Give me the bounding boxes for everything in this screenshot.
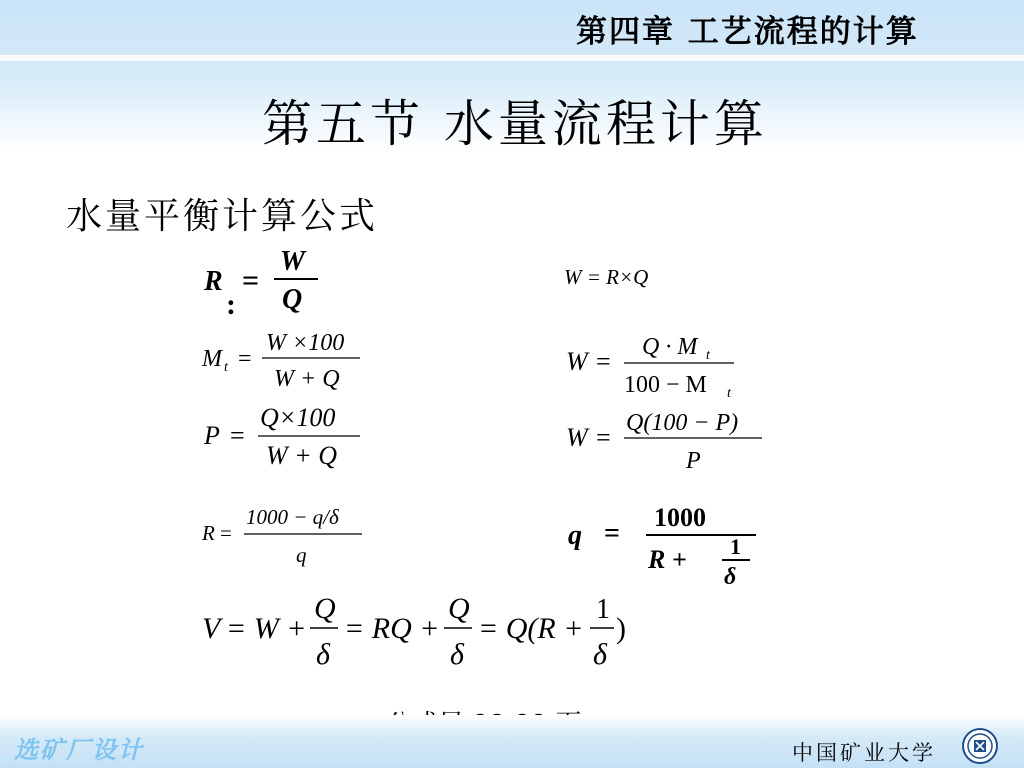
f7-lhs: R	[202, 521, 215, 545]
f8-den-num: 1	[730, 534, 741, 559]
formula-water-ratio	[200, 248, 330, 320]
formula-water-from-ratio	[564, 262, 694, 292]
f4-num: Q · M	[642, 334, 698, 360]
f6-den: P	[686, 448, 701, 474]
f9-eq3: = Q(R +	[478, 612, 584, 645]
formula-moisture	[200, 324, 380, 396]
f5-lhs: P	[204, 421, 220, 450]
f6-eq: =	[596, 423, 611, 452]
course-name: 选矿厂设计	[14, 736, 144, 764]
f4-den-sub: t	[727, 386, 731, 401]
f6-lhs: W	[566, 423, 588, 452]
f9-lhs: V	[202, 612, 221, 645]
formula-solids-percent	[200, 402, 380, 474]
f1-colon: :	[226, 288, 236, 321]
f9-eq1: = W +	[226, 612, 307, 645]
f6-num: Q(100 − P)	[626, 410, 739, 436]
f5-eq: =	[230, 421, 245, 450]
section-title: 第五节 水量流程计算	[262, 95, 768, 153]
f9-t2-den: δ	[450, 638, 464, 671]
f4-lhs: W	[566, 347, 588, 376]
f1-eq: =	[242, 264, 260, 297]
f7-eq: =	[220, 521, 232, 545]
f9-t1-num: Q	[314, 592, 336, 625]
header-stripe	[0, 55, 1024, 61]
f3-den: W + Q	[274, 366, 340, 392]
f8-lhs: q	[568, 520, 582, 551]
f9-close: )	[616, 612, 626, 645]
f4-den: 100 − M	[624, 372, 707, 398]
university-name: 中国矿业大学	[792, 741, 936, 765]
f8-den-den: δ	[724, 564, 737, 590]
f8-num: 1000	[654, 503, 706, 532]
f1-lhs: R	[204, 266, 223, 297]
f4-num-sub: t	[706, 348, 710, 363]
f9-t1-den: δ	[316, 638, 330, 671]
f3-eq: =	[238, 346, 252, 372]
f7-num: 1000 − q/δ	[246, 505, 339, 529]
f8-den-a: R +	[648, 545, 687, 574]
f3-lhs: M	[202, 346, 222, 372]
f3-sub: t	[224, 360, 228, 375]
f5-den: W + Q	[266, 441, 337, 470]
formula-ratio-from-q	[200, 502, 380, 574]
f9-t3-num: 1	[596, 594, 610, 625]
f1-num: W	[280, 246, 305, 277]
university-logo-icon	[962, 728, 998, 764]
f9-t2-num: Q	[448, 592, 470, 625]
f7-den: q	[296, 543, 307, 567]
formula-pulp-volume	[200, 590, 640, 676]
f1-den: Q	[282, 284, 303, 315]
f5-num: Q×100	[260, 403, 336, 432]
f8-eq: =	[604, 518, 620, 549]
chapter-title: 第四章 工艺流程的计算	[576, 14, 919, 50]
f9-eq2: = RQ +	[344, 612, 440, 645]
f9-t3-den: δ	[593, 638, 607, 671]
formula-q	[564, 504, 764, 596]
formula-water-from-moisture	[564, 330, 754, 402]
formula-water-from-solids	[564, 406, 764, 478]
f2-text: W = R×Q	[564, 265, 649, 289]
f4-eq: =	[596, 347, 611, 376]
f3-num: W ×100	[266, 330, 345, 356]
formula-heading: 水量平衡计算公式	[66, 196, 379, 237]
